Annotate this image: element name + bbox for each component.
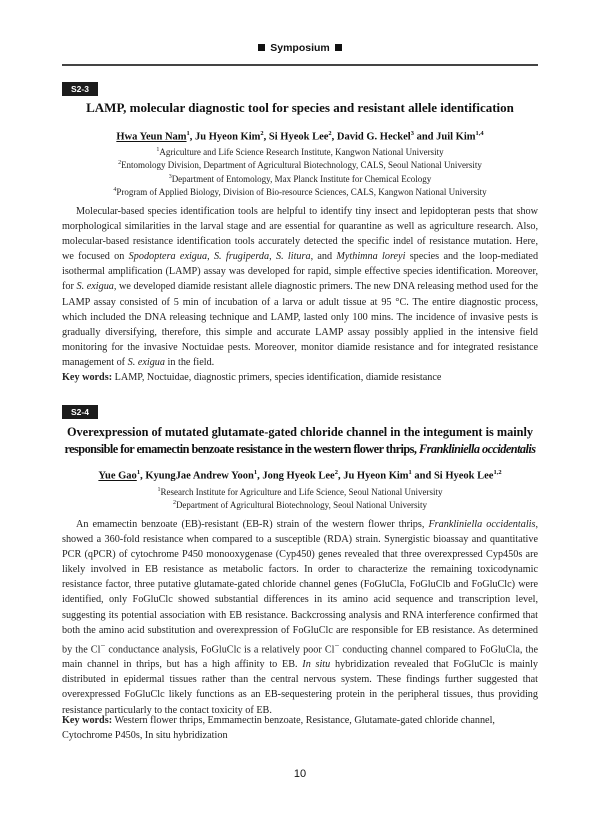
affiliation: $^1$Research Institute for Agriculture and Life Science, Seoul National University bbox=[157, 487, 443, 497]
author: David G. Heckel bbox=[336, 131, 411, 143]
abstract-code-badge: S2-3 bbox=[62, 82, 98, 96]
affiliation-list bbox=[62, 485, 538, 512]
affiliation: $^1$Agriculture and Life Science Research Institute, Kangwon National University bbox=[156, 147, 444, 157]
keywords: Key words: LAMP, Noctuidae, diagnostic primers, species identification, diamide resistance bbox=[62, 372, 442, 383]
keywords-label: Key words: bbox=[62, 715, 113, 726]
author: Si Hyeok Lee bbox=[268, 131, 329, 143]
author: Si Hyeok Lee bbox=[433, 470, 494, 482]
author: Jong Hyeok Lee bbox=[262, 470, 335, 482]
affiliation: $^2$Department of Agricultural Biotechnology, Seoul National University bbox=[172, 500, 428, 511]
abstract-body: An emamectin benzoate (EB)-resistant (EB-R) strain of the western flower thrips, Frankliniella occidentalis, showed a 360-fold resistance when compared to a susceptible (RDA) strain. Synergistic bioassay and quantitative PCR (qPCR) of cytochrome P450 monooxygenase (Cyp450) genes revealed that three overexpressed Cyp450s are likely involved in EB resistance as metabolic factors. In order to characterize the remaining toxicodynamic resistance factor, three putative glutamate-gated chloride channel genes (FoGluCla, FoGluClb and FoGluClc) were identified, only FoGluClc showed substantial differences in its amino acid sequence and transcription level, suggesting its potential association with EB resistance. Backcrossing analysis and RNA interference confirmed that both the amino acid substitution and overexpression of FoGluClc are responsible for EB resistance. As determined by the Cl− conductance analysis, FoGluClc is a relatively poor Cl− conducting channel compared to FoGluCla, the main channel in thrips, but has a high affinity to EB. In situ hybridization revealed that FoGluClc is mainly distributed in epidermal tissues rather than the central nervous system. These findings further suggested that overexpressed FoGluClc likely functions as an EB-sequestering protein in the peripheral tissues, thus providing resistance particularly to the contact toxicity of EB. bbox=[62, 519, 539, 716]
abstract-title: LAMP, molecular diagnostic tool for species and resistant allele identification bbox=[86, 100, 514, 115]
square-bullet-icon bbox=[258, 44, 265, 51]
affiliation: $^3$Department of Entomology, Max Planck Institute for Chemical Ecology bbox=[168, 173, 432, 184]
presenting-author: Yue Gao bbox=[98, 470, 137, 482]
header-rule bbox=[62, 64, 538, 66]
author-list: Hwa Yeun Nam$^1$, Ju Hyeon Kim$^2$, Si Hyeok Lee$^2$, David G. Heckel$^3$ and Juil Kim$^{1,4}$ bbox=[116, 130, 484, 143]
section-header-label: Symposium bbox=[270, 42, 330, 54]
abstract-title: Overexpression of mutated glutamate-gated chloride channel in the integument is mainly responsible for emamectin benzoate resistance in the western flower thrips, Frankliniella occidentalis bbox=[64, 425, 536, 456]
author-list: Yue Gao$^1$, KyungJae Andrew Yoon$^1$, Jong Hyeok Lee$^2$, Ju Hyeon Kim$^1$ and Si Hyeok Lee$^{1,2}$ bbox=[98, 469, 502, 482]
affiliation-list bbox=[62, 145, 538, 199]
author: Ju Hyeon Kim bbox=[195, 131, 261, 143]
page-number: 10 bbox=[293, 768, 307, 780]
square-bullet-icon bbox=[335, 44, 342, 51]
abstract-code-badge: S2-4 bbox=[62, 405, 98, 419]
affiliation: $^2$Entomology Division, Department of Agricultural Biotechnology, CALS, Seoul National University bbox=[118, 160, 482, 171]
abstract-body: Molecular-based species identification tools are helpful to identify tiny insect and lepidopteran pests that show morphological similarities in the larval stage and are essential for quarantine as well as agriculture research. Also, molecular-based resistance identification tools accurately detected the specific indel of resistance mutation. Here, we focused on Spodoptera exigua, S. frugiperda, S. litura, and Mythimna loreyi species and the loop-mediated isothermal amplification (LAMP) assay was developed for rapid, simple effective species identification. Moreover, for S. exigua, we developed diamide resistant allele diagnostic primers. The new DNA releasing method used for the LAMP assay consisted of 5 min of incubation of a larva or adult tissue at 95 °C. The entire diagnostic process, which included the DNA releasing technique and LAMP, lasted only 100 mins. The incidence of invasive pests is gradually diversifying, therefore, this simple and accurate LAMP assay possibly applied in the intensive field monitoring for the invasive Noctuidae pests. Moreover, monitor diamide resistance and for integrated resistance management of S. exigua in the field. bbox=[62, 206, 539, 368]
keywords: Key words: Western flower thrips, Emmamectin benzoate, Resistance, Glutamate-gated chloride channel, Cytochrome P450s, In situ hybridization bbox=[62, 715, 495, 742]
author: Juil Kim bbox=[436, 131, 476, 143]
section-header bbox=[0, 42, 600, 54]
author: KyungJae Andrew Yoon bbox=[145, 470, 254, 482]
keywords-label: Key words: bbox=[62, 372, 113, 383]
presenting-author: Hwa Yeun Nam bbox=[116, 131, 187, 143]
affiliation: $^4$Program of Applied Biology, Division of Bio-resource Sciences, CALS, Kangwon National University bbox=[113, 187, 487, 198]
author: Ju Hyeon Kim bbox=[343, 470, 409, 482]
